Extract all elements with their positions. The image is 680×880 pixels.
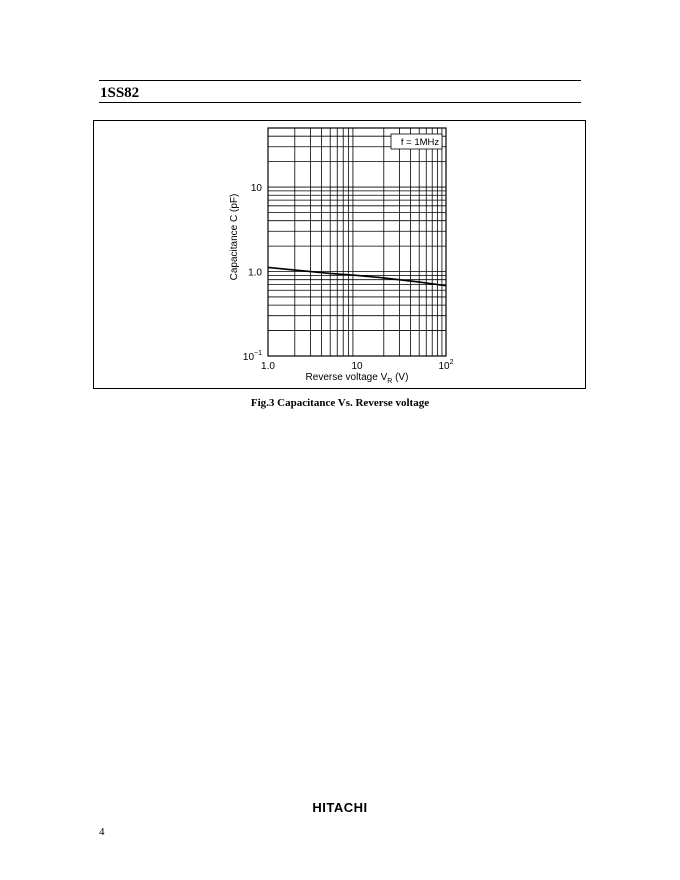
page-number: 4 <box>99 826 105 838</box>
hitachi-logo: HITACHI <box>312 800 368 815</box>
capacitance-chart <box>94 121 587 390</box>
x-axis-label: Reverse voltage $V_R$ (V) <box>305 372 409 385</box>
figure-frame <box>93 120 586 389</box>
x-tick-label: 1.0 <box>261 361 275 372</box>
y-axis-label: Capacitance C (pF) <box>229 193 240 281</box>
figure-caption: Fig.3 Capacitance Vs. Reverse voltage <box>250 397 430 409</box>
x-tick-label: $10^2$ <box>438 359 454 372</box>
y-tick-label: 10 <box>250 183 262 195</box>
header-bottom-rule <box>99 102 581 103</box>
frequency-annotation: f = 1MHz <box>400 137 440 148</box>
y-tick-label: 1.0 <box>248 267 262 279</box>
y-tick-label: $10^{-1}$ <box>242 350 262 363</box>
x-tick-label: 10 <box>351 361 363 372</box>
part-number-title: 1SS82 <box>100 85 140 101</box>
header-top-rule <box>99 80 581 81</box>
